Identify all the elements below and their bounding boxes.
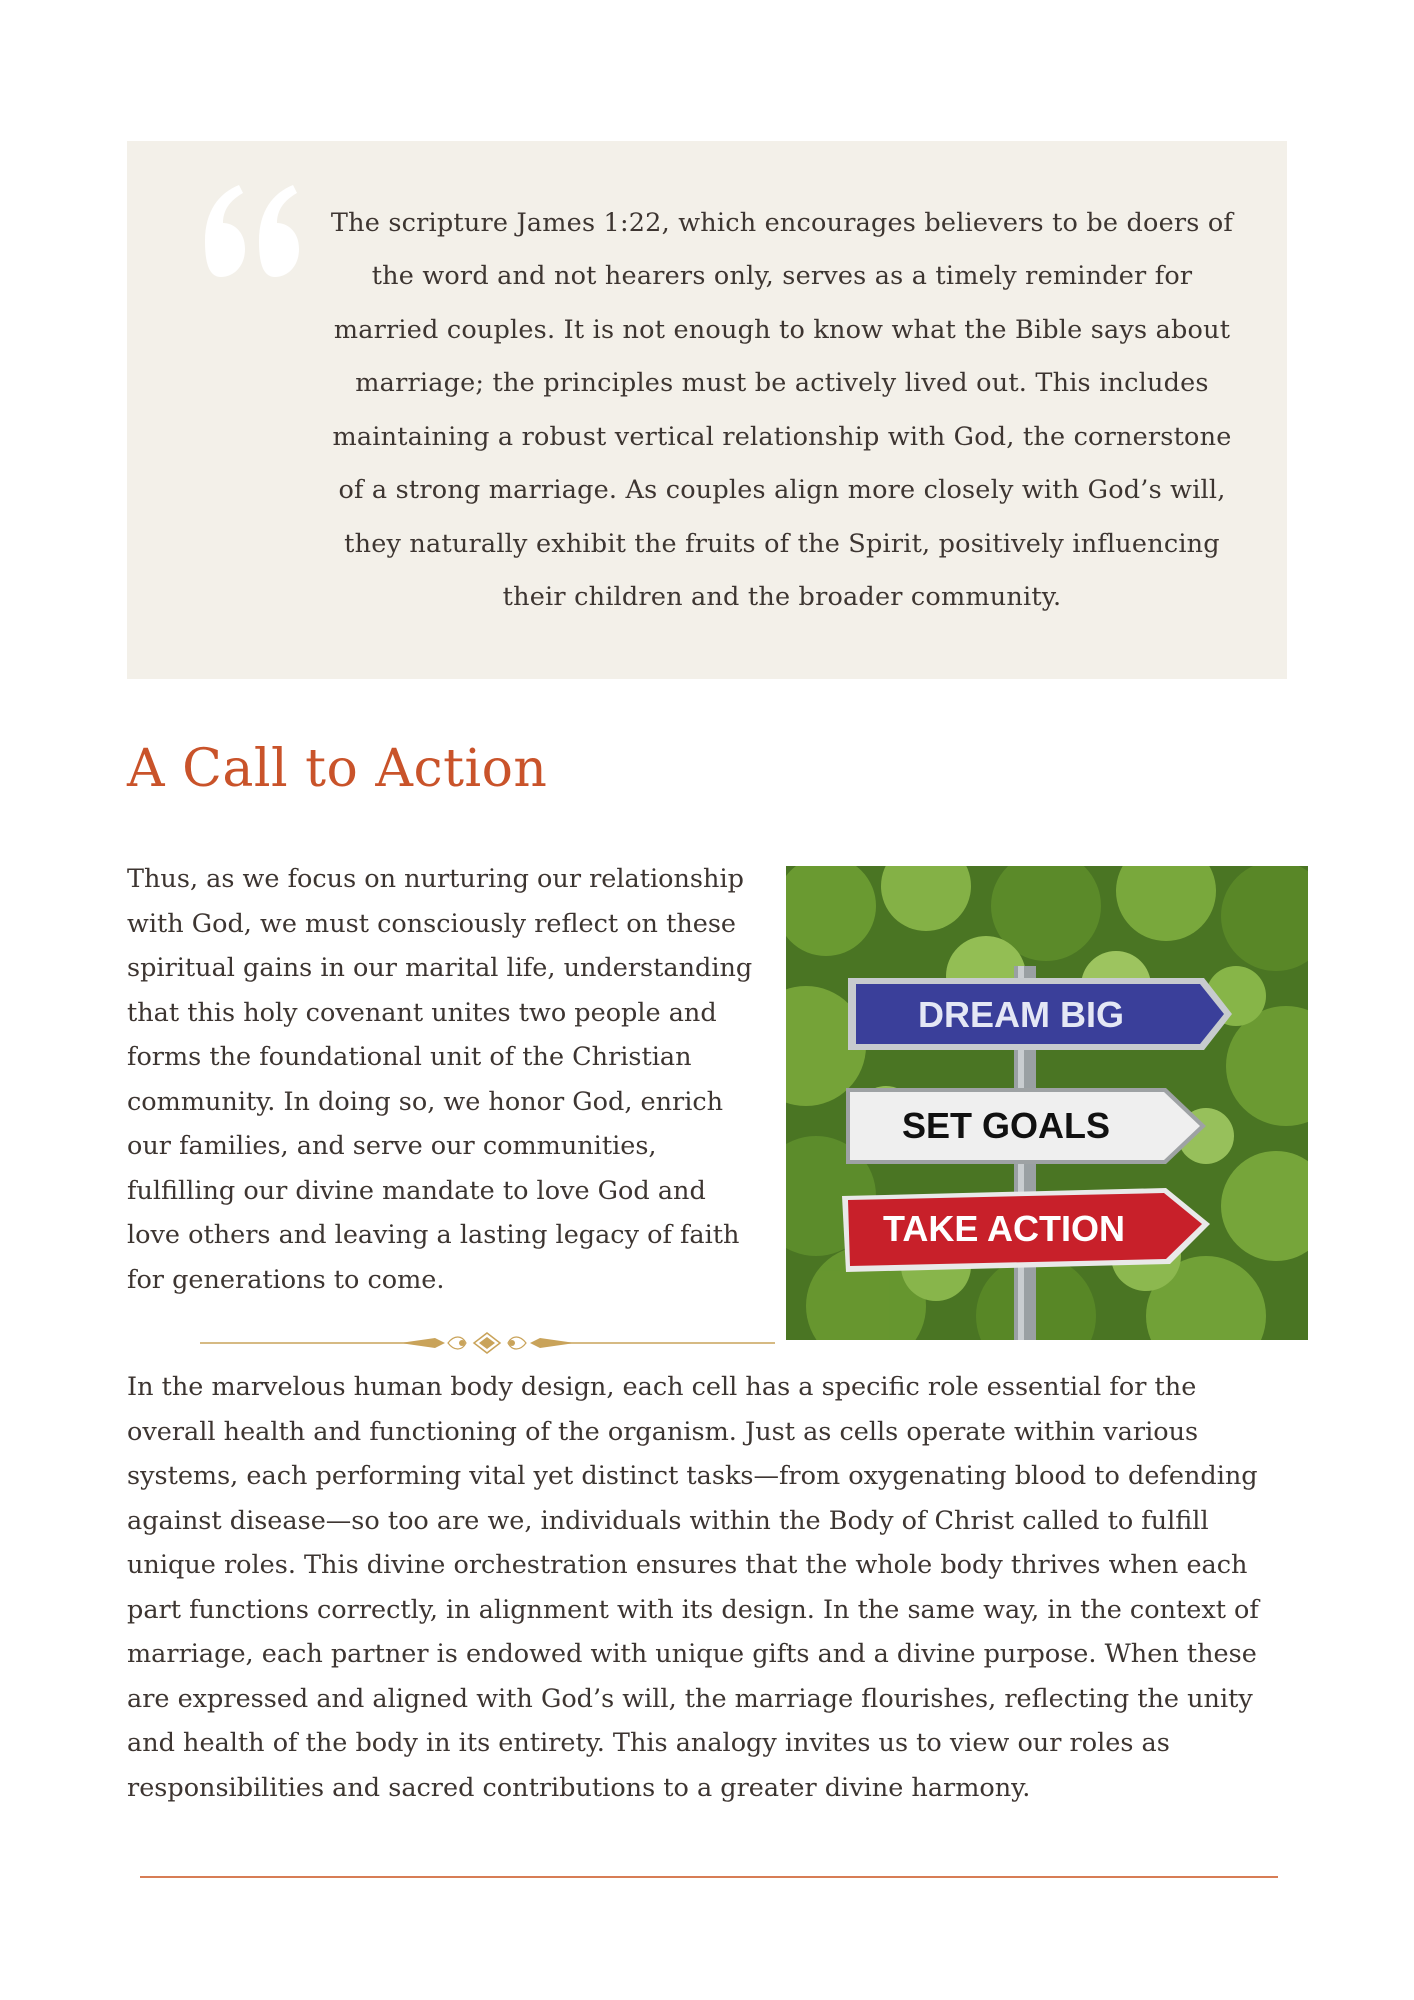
quotation-mark-icon: [197, 171, 307, 291]
footer-rule: [140, 1876, 1278, 1878]
intro-paragraph: Thus, as we focus on nurturing our relationship with God, we must consciously reflect on these spiritual gains in our marital life, understanding that this holy covenant unites two people and forms the foundational unit of the Christian community. In doing so, we honor God, enrich our families, and serve our communities, fulfilling our divine mandate to love God and love others and leaving a lasting legacy of faith for generations to come.: [127, 864, 753, 1295]
ornament-divider: [200, 1331, 775, 1355]
signpost-photo: [786, 866, 1308, 1340]
sign-take-action: TAKE ACTION: [883, 1208, 1125, 1249]
quote-box: [127, 141, 1287, 679]
body-paragraph: In the marvelous human body design, each cell has a specific role essential for the overall health and functioning of the organism. Just as cells operate within various systems, each performing vital yet distinct tasks—from oxygenating blood to defending against disease—so too are we, individuals within the Body of Christ called to fulfill unique roles. This divine orchestration ensures that the whole body thrives when each part functions correctly, in alignment with its design. In the same way, in the context of marriage, each partner is endowed with unique gifts and a divine purpose. When these are expressed and aligned with God’s will, the marriage flourishes, reflecting the unity and health of the body in its entirety. This analogy invites us to view our roles as responsibilities and sacred contributions to a greater divine harmony.: [127, 1372, 1259, 1803]
section-heading: A Call to Action: [127, 739, 548, 799]
quote-text: The scripture James 1:22, which encourages believers to be doers of the word and not hearers only, serves as a timely reminder for married couples. It is not enough to know what the Bible says about marriage; the principles must be actively lived out. This includes maintaining a robust vertical relationship with God, the cornerstone of a strong marriage. As couples align more closely with God’s will, they naturally exhibit the fruits of the Spirit, positively influencing their children and the broader community.: [330, 207, 1234, 612]
signpost-illustration: [786, 866, 1308, 1340]
sign-set-goals: SET GOALS: [901, 1105, 1111, 1146]
sign-dream-big: DREAM BIG: [918, 994, 1124, 1035]
